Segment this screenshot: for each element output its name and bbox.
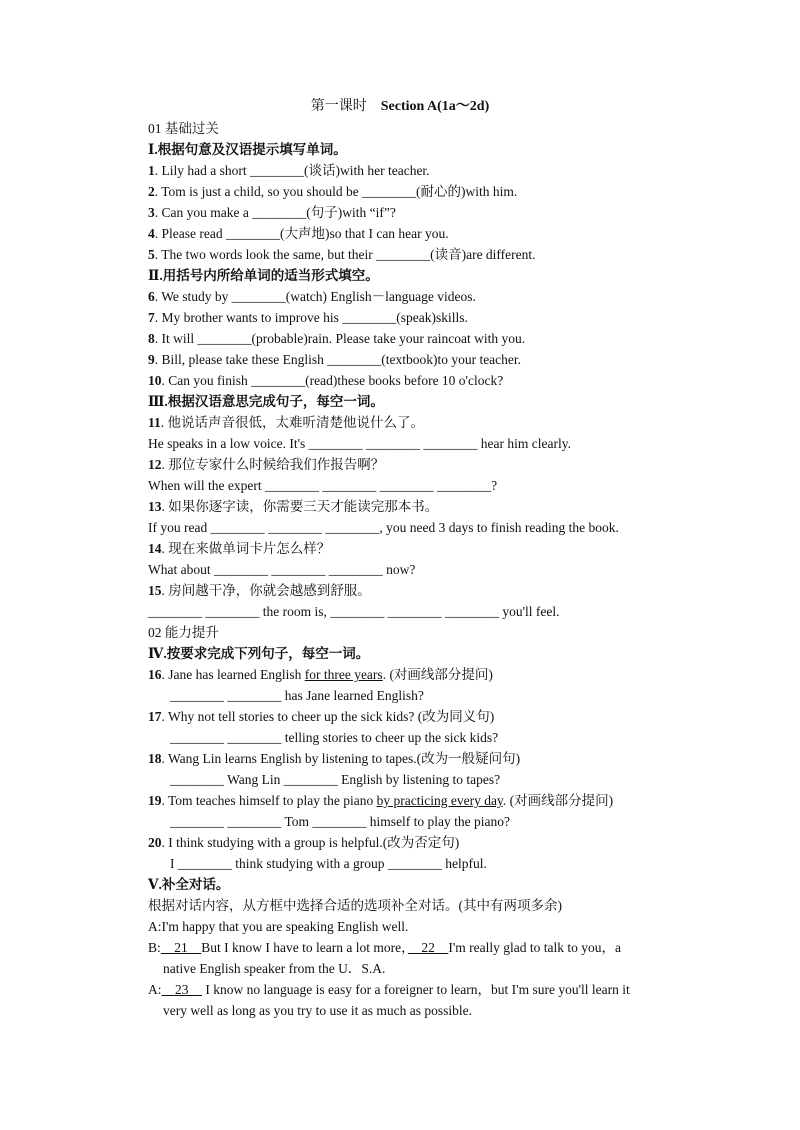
question-17-answer: ________ ________ telling stories to cheer up the sick kids? xyxy=(170,730,499,745)
question-12-answer: When will the expert ________ ________ ________ ________? xyxy=(148,478,498,493)
question-13-answer: If you read ________ ________ ________, you need 3 days to finish reading the book. xyxy=(148,520,619,535)
question-19-answer: ________ ________ Tom ________ himself to play the piano? xyxy=(170,814,511,829)
question-17: 17. Why not tell stories to cheer up the sick kids? (改为同义句) xyxy=(148,709,495,724)
dialogue-line-3-cont: very well as long as you try to use it as much as possible. xyxy=(163,1003,472,1018)
part-01-heading: 01 基础过关 xyxy=(148,121,219,136)
question-6: 6. We study by ________(watch) English－language videos. xyxy=(148,289,476,304)
question-16-answer: ________ ________ has Jane learned English? xyxy=(170,688,424,703)
question-14-answer: What about ________ ________ ________ now? xyxy=(148,562,416,577)
question-15: 15. 房间越干净，你就会越感到舒服。 xyxy=(148,583,371,598)
question-11-answer: He speaks in a low voice. It's ________ ________ ________ hear him clearly. xyxy=(148,436,571,451)
page-title xyxy=(0,97,800,117)
question-16: 16. Jane has learned English for three years. (对画线部分提问) xyxy=(148,667,493,682)
title-section: Section A(1a～2d) xyxy=(380,99,490,114)
question-13: 13. 如果你逐字读，你需要三天才能读完那本书。 xyxy=(148,499,439,514)
question-4: 4. Please read ________(大声地)so that I can hear you. xyxy=(148,226,449,241)
dialogue-line-2-cont: native English speaker from the U．S.A. xyxy=(163,961,386,976)
question-15-answer: ________ ________ the room is, ________ ________ ________ you'll feel. xyxy=(148,604,560,619)
question-20-answer: I ________ think studying with a group ________ helpful. xyxy=(170,856,487,871)
blank-22: 22 xyxy=(407,940,449,955)
question-18: 18. Wang Lin learns English by listening to tapes.(改为一般疑问句) xyxy=(148,751,521,766)
part-02-heading: 02 能力提升 xyxy=(148,625,219,640)
dialogue-line-2: B: 21 But I know I have to learn a lot more， 22 I'm really glad to talk to you，a xyxy=(148,940,621,955)
dialogue-line-3: A: 23 I know no language is easy for a foreigner to learn，but I'm sure you'll learn it xyxy=(148,982,630,997)
blank-23: 23 xyxy=(161,982,202,997)
question-1: 1. Lily had a short ________(谈话)with her teacher. xyxy=(148,163,430,178)
question-19: 19. Tom teaches himself to play the piano by practicing every day. (对画线部分提问) xyxy=(148,793,614,808)
section-3-heading: Ⅲ.根据汉语意思完成句子，每空一词。 xyxy=(148,394,384,409)
section-4-heading: Ⅳ.按要求完成下列句子，每空一词。 xyxy=(148,646,370,661)
blank-21: 21 xyxy=(160,940,202,955)
section-2-heading: Ⅱ.用括号内所给单词的适当形式填空。 xyxy=(148,268,379,283)
question-3: 3. Can you make a ________(句子)with “if”? xyxy=(148,205,396,220)
question-10: 10. Can you finish ________(read)these books before 10 o'clock? xyxy=(148,373,504,388)
dialogue-line-1: A:I'm happy that you are speaking English well. xyxy=(148,919,409,934)
underlined-phrase: for three years xyxy=(304,667,383,682)
title-chinese: 第一课时 xyxy=(310,99,367,114)
question-5: 5. The two words look the same, but their ________(读音)are different. xyxy=(148,247,536,262)
question-7: 7. My brother wants to improve his ________(speak)skills. xyxy=(148,310,468,325)
question-18-answer: ________ Wang Lin ________ English by listening to tapes? xyxy=(170,772,501,787)
section-5-heading: Ⅴ.补全对话。 xyxy=(148,877,230,892)
question-2: 2. Tom is just a child, so you should be ________(耐心的)with him. xyxy=(148,184,518,199)
question-12: 12. 那位专家什么时候给我们作报告啊？ xyxy=(148,457,385,472)
section-5-instructions: 根据对话内容，从方框中选择合适的选项补全对话。(其中有两项多余) xyxy=(148,898,562,913)
question-11: 11. 他说话声音很低，太难听清楚他说什么了。 xyxy=(148,415,425,430)
question-9: 9. Bill, please take these English ________(textbook)to your teacher. xyxy=(148,352,522,367)
question-20: 20. I think studying with a group is helpful.(改为否定句) xyxy=(148,835,460,850)
question-8: 8. It will ________(probable)rain. Please take your raincoat with you. xyxy=(148,331,526,346)
underlined-phrase: by practicing every day xyxy=(376,793,503,808)
question-14: 14. 现在来做单词卡片怎么样？ xyxy=(148,541,331,556)
section-1-heading: Ⅰ.根据句意及汉语提示填写单词。 xyxy=(148,142,347,157)
